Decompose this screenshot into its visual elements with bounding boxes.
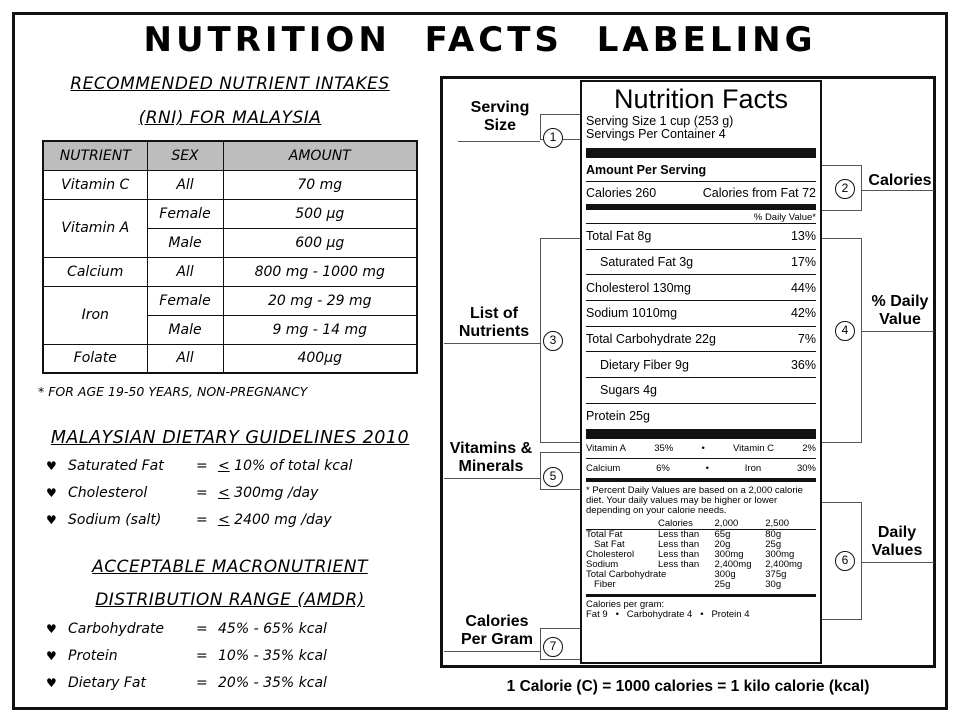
nf-vitamin-c: Vitamin C: [733, 442, 775, 454]
rni-footnote: * FOR AGE 19-50 YEARS, NON-PREGNANCY: [38, 384, 308, 399]
nf-dv-cell: 30g: [765, 578, 782, 590]
rni-sex: All: [147, 257, 223, 286]
nf-dv-cell: Sodium: [586, 558, 619, 570]
nf-nutrient-name: Sodium 1010mg: [586, 306, 678, 321]
nf-nutrient-name: Dietary Fiber 9g: [600, 357, 689, 372]
callout-line: [444, 343, 540, 344]
page-title: NUTRITION FACTS LABELING: [143, 20, 817, 60]
table-row: [43, 199, 417, 228]
nf-iron-val: 30%: [796, 462, 816, 474]
nf-nutrient-dv: 7%: [797, 332, 816, 347]
nf-serving-size: Serving Size 1 cup (253 g): [586, 114, 734, 128]
rni-sex: Female: [147, 286, 223, 315]
nf-footnote: * Percent Daily Values are based on a 2,000 calorie diet. Your daily values may be higher or lower depending on your calorie needs.: [586, 484, 803, 516]
callout-daily-values: Daily Values: [871, 524, 923, 559]
guideline-name: Cholesterol: [68, 485, 148, 501]
table-row: [586, 529, 816, 540]
nf-calories-from-fat: Calories from Fat 72: [702, 186, 816, 200]
rni-amount: 400μg: [223, 344, 417, 373]
rni-amount: 500 μg: [223, 199, 417, 228]
rni-heading-line1: RECOMMENDED NUTRIENT INTAKES: [70, 74, 390, 94]
guideline-value: 300mg /day: [229, 485, 319, 501]
amdr-eq: =: [196, 621, 208, 637]
table-row: [43, 170, 417, 199]
calorie-equation: 1 Calorie (C) = 1000 calories = 1 kilo calorie (kcal): [506, 678, 870, 695]
table-row: [43, 286, 417, 315]
guideline-value: 10% of total kcal: [229, 458, 353, 474]
table-row: [586, 540, 816, 550]
nf-dv-cell: 300g: [714, 568, 736, 580]
nf-nutrient-dv: 13%: [790, 229, 816, 244]
guideline-eq: =: [196, 512, 208, 528]
rni-sex: Male: [147, 228, 223, 257]
nf-dv-cell: 375g: [765, 568, 787, 580]
amdr-heading-line1: ACCEPTABLE MACRONUTRIENT: [92, 557, 368, 577]
nf-calcium-val: 6%: [656, 462, 670, 474]
rni-amount: 9 mg - 14 mg: [223, 315, 417, 344]
nf-nutrient-row: [586, 351, 816, 377]
bullet-icon: •: [701, 442, 705, 454]
nf-dv-cell: 300mg: [765, 548, 795, 560]
heart-icon: ♥: [46, 676, 57, 690]
nf-dv-cell: [586, 519, 658, 530]
callout-list-of-nutrients: List of Nutrients: [458, 305, 530, 340]
nf-title: Nutrition Facts: [613, 84, 789, 114]
nf-cal-per-gram-title: Calories per gram:: [586, 598, 665, 610]
nf-vitamin-c-val: 2%: [802, 442, 816, 454]
nf-nutrient-name: Total Fat 8g: [586, 229, 652, 244]
guideline-item: [46, 485, 318, 501]
nf-dv-cell: 2,400mg: [765, 558, 803, 570]
callout-line: [862, 562, 934, 563]
callout-line: [444, 651, 540, 652]
guideline-name: Saturated Fat: [68, 458, 164, 474]
heart-icon: ♥: [46, 513, 57, 527]
rni-amount: 20 mg - 29 mg: [223, 286, 417, 315]
nf-nutrient-row: [586, 300, 816, 326]
table-row: [586, 519, 816, 530]
nf-nutrient-row: [586, 377, 816, 403]
nf-dv-cell: 2,500: [765, 517, 790, 529]
nf-nutrient-name: Protein 25g: [586, 409, 650, 424]
amdr-eq: =: [196, 675, 208, 691]
nf-dv-cell: 80g: [765, 528, 782, 540]
rni-sex: Male: [147, 315, 223, 344]
amdr-name: Carbohydrate: [68, 621, 165, 637]
amdr-value: 45% - 65% kcal: [218, 621, 327, 637]
amdr-item: [46, 675, 327, 691]
nf-nutrient-dv: 44%: [790, 280, 816, 295]
nf-amount-per-serving: Amount Per Serving: [586, 163, 707, 177]
nf-dv-cell: 25g: [765, 538, 782, 550]
nf-vitamin-a: Vitamin A: [586, 442, 626, 454]
callout-number-3: 3: [543, 331, 563, 351]
callout-vitamins-minerals: Vitamins & Minerals: [449, 440, 533, 475]
nf-dv-cell: Sat Fat: [594, 538, 625, 550]
nf-dv-cell: Total Carbohydrate: [586, 568, 667, 580]
rni-header-row: [43, 141, 417, 170]
heart-icon: ♥: [46, 622, 57, 636]
nf-nutrient-row: [586, 403, 816, 429]
nf-nutrient-name: Sugars 4g: [600, 383, 657, 398]
nf-dv-cell: 300mg: [714, 548, 744, 560]
nf-dv-cell: Less than: [658, 538, 700, 550]
rni-sex: Female: [147, 199, 223, 228]
callout-line: [862, 190, 934, 191]
table-row: [586, 560, 816, 570]
nf-dv-cell: 2,000: [714, 517, 739, 529]
amdr-item: [46, 621, 327, 637]
nf-nutrient-name: Saturated Fat 3g: [600, 255, 694, 270]
rni-heading-line2: (RNI) FOR MALAYSIA: [138, 108, 322, 128]
table-row: [43, 344, 417, 373]
amdr-name: Dietary Fat: [68, 675, 146, 691]
callout-line: [444, 478, 540, 479]
nf-vitamin-a-val: 35%: [654, 442, 674, 454]
nf-nutrient-row: [586, 326, 816, 352]
nutrition-facts-label: [586, 82, 816, 620]
rni-col-nutrient: NUTRIENT: [43, 141, 147, 170]
table-row: [586, 570, 816, 580]
rni-amount: 800 mg - 1000 mg: [223, 257, 417, 286]
heart-icon: ♥: [46, 486, 57, 500]
nf-vitamin-row: [586, 459, 816, 478]
rni-amount: 70 mg: [223, 170, 417, 199]
amdr-eq: =: [196, 648, 208, 664]
nf-servings-per-container: Servings Per Container 4: [586, 127, 726, 141]
amdr-name: Protein: [68, 648, 118, 664]
nf-iron: Iron: [744, 462, 762, 474]
nf-nutrient-dv: 17%: [790, 255, 816, 270]
rni-amount: 600 μg: [223, 228, 417, 257]
nf-calcium: Calcium: [586, 462, 621, 474]
nf-nutrient-dv: 42%: [790, 306, 816, 321]
rni-sex: All: [147, 344, 223, 373]
guideline-le: <: [218, 512, 230, 528]
nf-dv-cell: Cholesterol: [586, 548, 635, 560]
callout-line: [458, 141, 540, 142]
guideline-name: Sodium (salt): [68, 512, 162, 528]
guidelines-heading: MALAYSIAN DIETARY GUIDELINES 2010: [50, 428, 410, 448]
nf-dv-cell: Less than: [658, 548, 700, 560]
rni-col-amount: AMOUNT: [223, 141, 417, 170]
nf-dv-cell: 65g: [714, 528, 731, 540]
amdr-value: 20% - 35% kcal: [218, 675, 327, 691]
amdr-heading-line2: DISTRIBUTION RANGE (AMDR): [95, 590, 365, 610]
nf-dv-cell: Less than: [658, 528, 700, 540]
callout-line: [862, 331, 934, 332]
amdr-item: [46, 648, 327, 664]
callout-serving-size: Serving Size: [470, 99, 530, 134]
callout-number-5: 5: [543, 467, 563, 487]
nf-nutrient-dv: 36%: [790, 357, 816, 372]
nf-dv-cell: Less than: [658, 558, 700, 570]
rni-nutrient: Calcium: [43, 257, 147, 286]
nf-calories-row: [586, 182, 816, 204]
nf-dv-cell: Calories: [658, 517, 693, 529]
nf-dv-cell: Total Fat: [586, 528, 623, 540]
rni-nutrient: Folate: [43, 344, 147, 373]
nf-nutrient-name: Total Carbohydrate 22g: [586, 332, 716, 347]
nf-dv-cell: 20g: [714, 538, 731, 550]
callout-percent-daily-value: % Daily Value: [871, 293, 929, 328]
nf-calories: Calories 260: [586, 186, 657, 200]
nf-vitamin-row: [586, 439, 816, 458]
bullet-icon: •: [705, 462, 709, 474]
rni-table: [42, 140, 418, 374]
rni-nutrient: Vitamin C: [43, 170, 147, 199]
rni-sex: All: [147, 170, 223, 199]
nf-dv-cell: 25g: [714, 578, 731, 590]
rni-col-sex: SEX: [147, 141, 223, 170]
guideline-eq: =: [196, 458, 208, 474]
guideline-le: <: [218, 458, 230, 474]
callout-calories: Calories: [868, 172, 932, 189]
guideline-le: <: [218, 485, 230, 501]
nf-nutrient-row: [586, 274, 816, 300]
callout-calories-per-gram: Calories Per Gram: [460, 613, 534, 648]
nf-dv-table: [586, 519, 816, 590]
table-row: [43, 257, 417, 286]
table-row: [586, 550, 816, 560]
callout-number-7: 7: [543, 637, 563, 657]
guideline-item: [46, 458, 352, 474]
guideline-eq: =: [196, 485, 208, 501]
callout-number-1: 1: [543, 128, 563, 148]
rni-nutrient: Vitamin A: [43, 199, 147, 257]
nf-nutrient-row: [586, 249, 816, 275]
nf-thick-bar: [586, 429, 816, 439]
nf-thick-bar: [586, 148, 816, 158]
heart-icon: ♥: [46, 649, 57, 663]
callout-number-6: 6: [835, 551, 855, 571]
guideline-value: 2400 mg /day: [229, 512, 332, 528]
rni-nutrient: Iron: [43, 286, 147, 344]
heart-icon: ♥: [46, 459, 57, 473]
nf-nutrient-row: [586, 223, 816, 249]
callout-number-4: 4: [835, 321, 855, 341]
nf-dv-header: % Daily Value*: [753, 212, 816, 223]
amdr-value: 10% - 35% kcal: [218, 648, 327, 664]
nf-nutrient-name: Cholesterol 130mg: [586, 280, 691, 295]
guideline-item: [46, 512, 332, 528]
table-row: [586, 580, 816, 590]
nf-cal-per-gram: Fat 9 • Carbohydrate 4 • Protein 4: [586, 608, 750, 620]
nf-dv-cell: [658, 580, 715, 590]
nf-dv-cell: 2,400mg: [714, 558, 752, 570]
nf-dv-cell: Fiber: [594, 578, 616, 590]
callout-number-2: 2: [835, 179, 855, 199]
